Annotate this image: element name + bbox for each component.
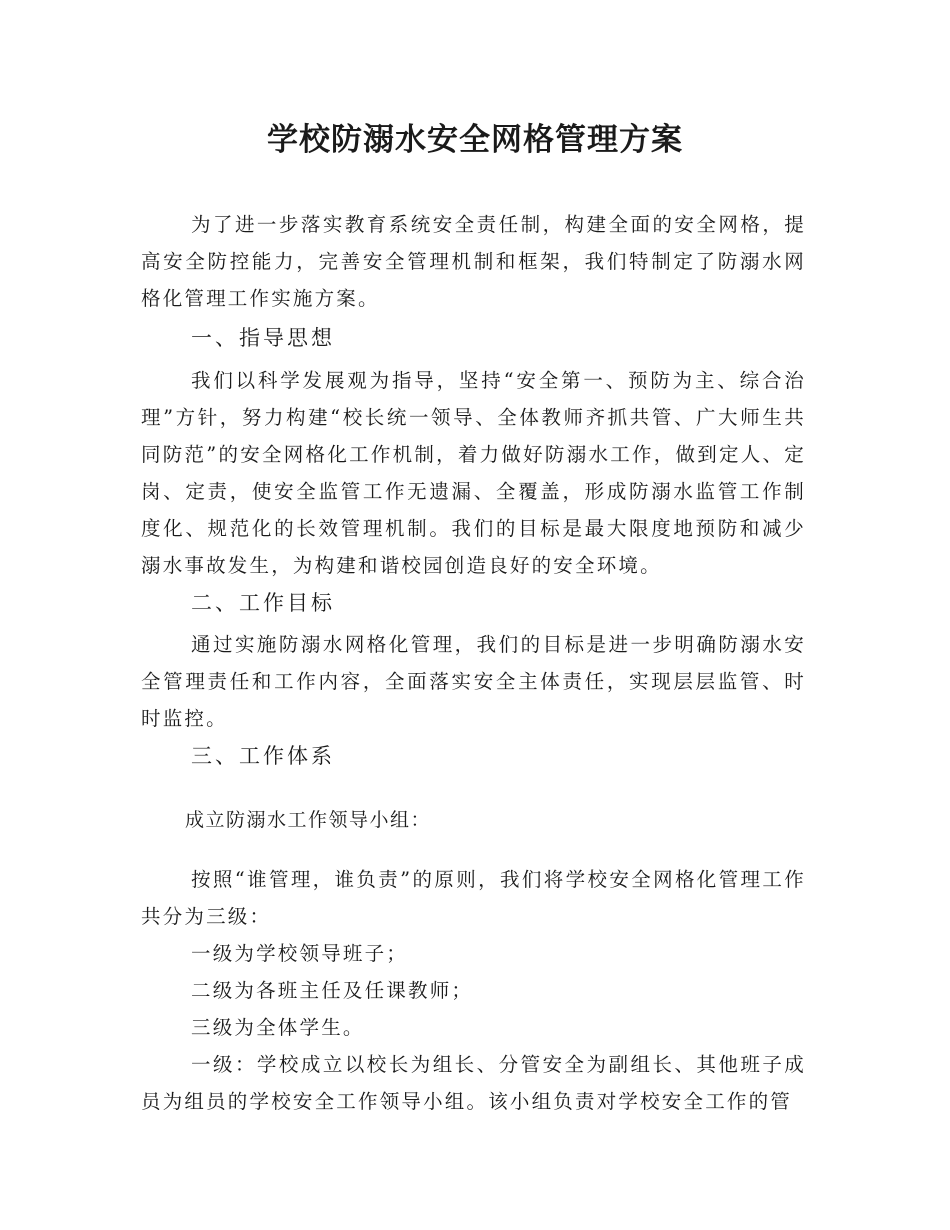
guiding-ideology-paragraph: 我们以科学发展观为指导，坚持“安全第一、预防为主、综合治理”方针，努力构建“校长统一领导、全体教师齐抓共管、广大师生共同防范”的安全网格化工作机制，着力做好防溺水工作，做到定人、定岗、定责，使安全监管工作无遗漏、全覆盖，形成防溺水监管工作制度化、规范化的长效管理机制。我们的目标是最大限度地预防和减少溺水事故发生，为构建和谐校园创造良好的安全环境。	[141, 369, 806, 577]
leadership-group-subheading: 成立防溺水工作领导小组：	[185, 809, 432, 831]
level1-detail-paragraph: 一级：学校成立以校长为组长、分管安全为副组长、其他班子成员为组员的学校安全工作领导小组。该小组负责对学校安全工作的管	[141, 1053, 806, 1113]
section-heading-work-system: 三、工作体系	[191, 744, 335, 768]
section-heading-guiding-ideology: 一、指导思想	[191, 326, 335, 350]
level-item: 三级为全体学生。	[191, 1016, 365, 1039]
section-heading-work-goals: 二、工作目标	[191, 591, 335, 615]
level-item: 一级为学校领导班子；	[191, 942, 409, 965]
principle-paragraph: 按照“谁管理，谁负责”的原则，我们将学校安全网格化管理工作共分为三级：	[141, 868, 806, 928]
work-goals-paragraph: 通过实施防溺水网格化管理，我们的目标是进一步明确防溺水安全管理责任和工作内容，全面落实安全主体责任，实现层层监管、时时监控。	[141, 633, 806, 730]
level-item: 二级为各班主任及任课教师；	[191, 979, 474, 1002]
document-title: 学校防溺水安全网格管理方案	[267, 122, 683, 158]
intro-paragraph: 为了进一步落实教育系统安全责任制，构建全面的安全网格，提高安全防控能力，完善安全管理机制和框架，我们特制定了防溺水网格化管理工作实施方案。	[141, 213, 806, 310]
